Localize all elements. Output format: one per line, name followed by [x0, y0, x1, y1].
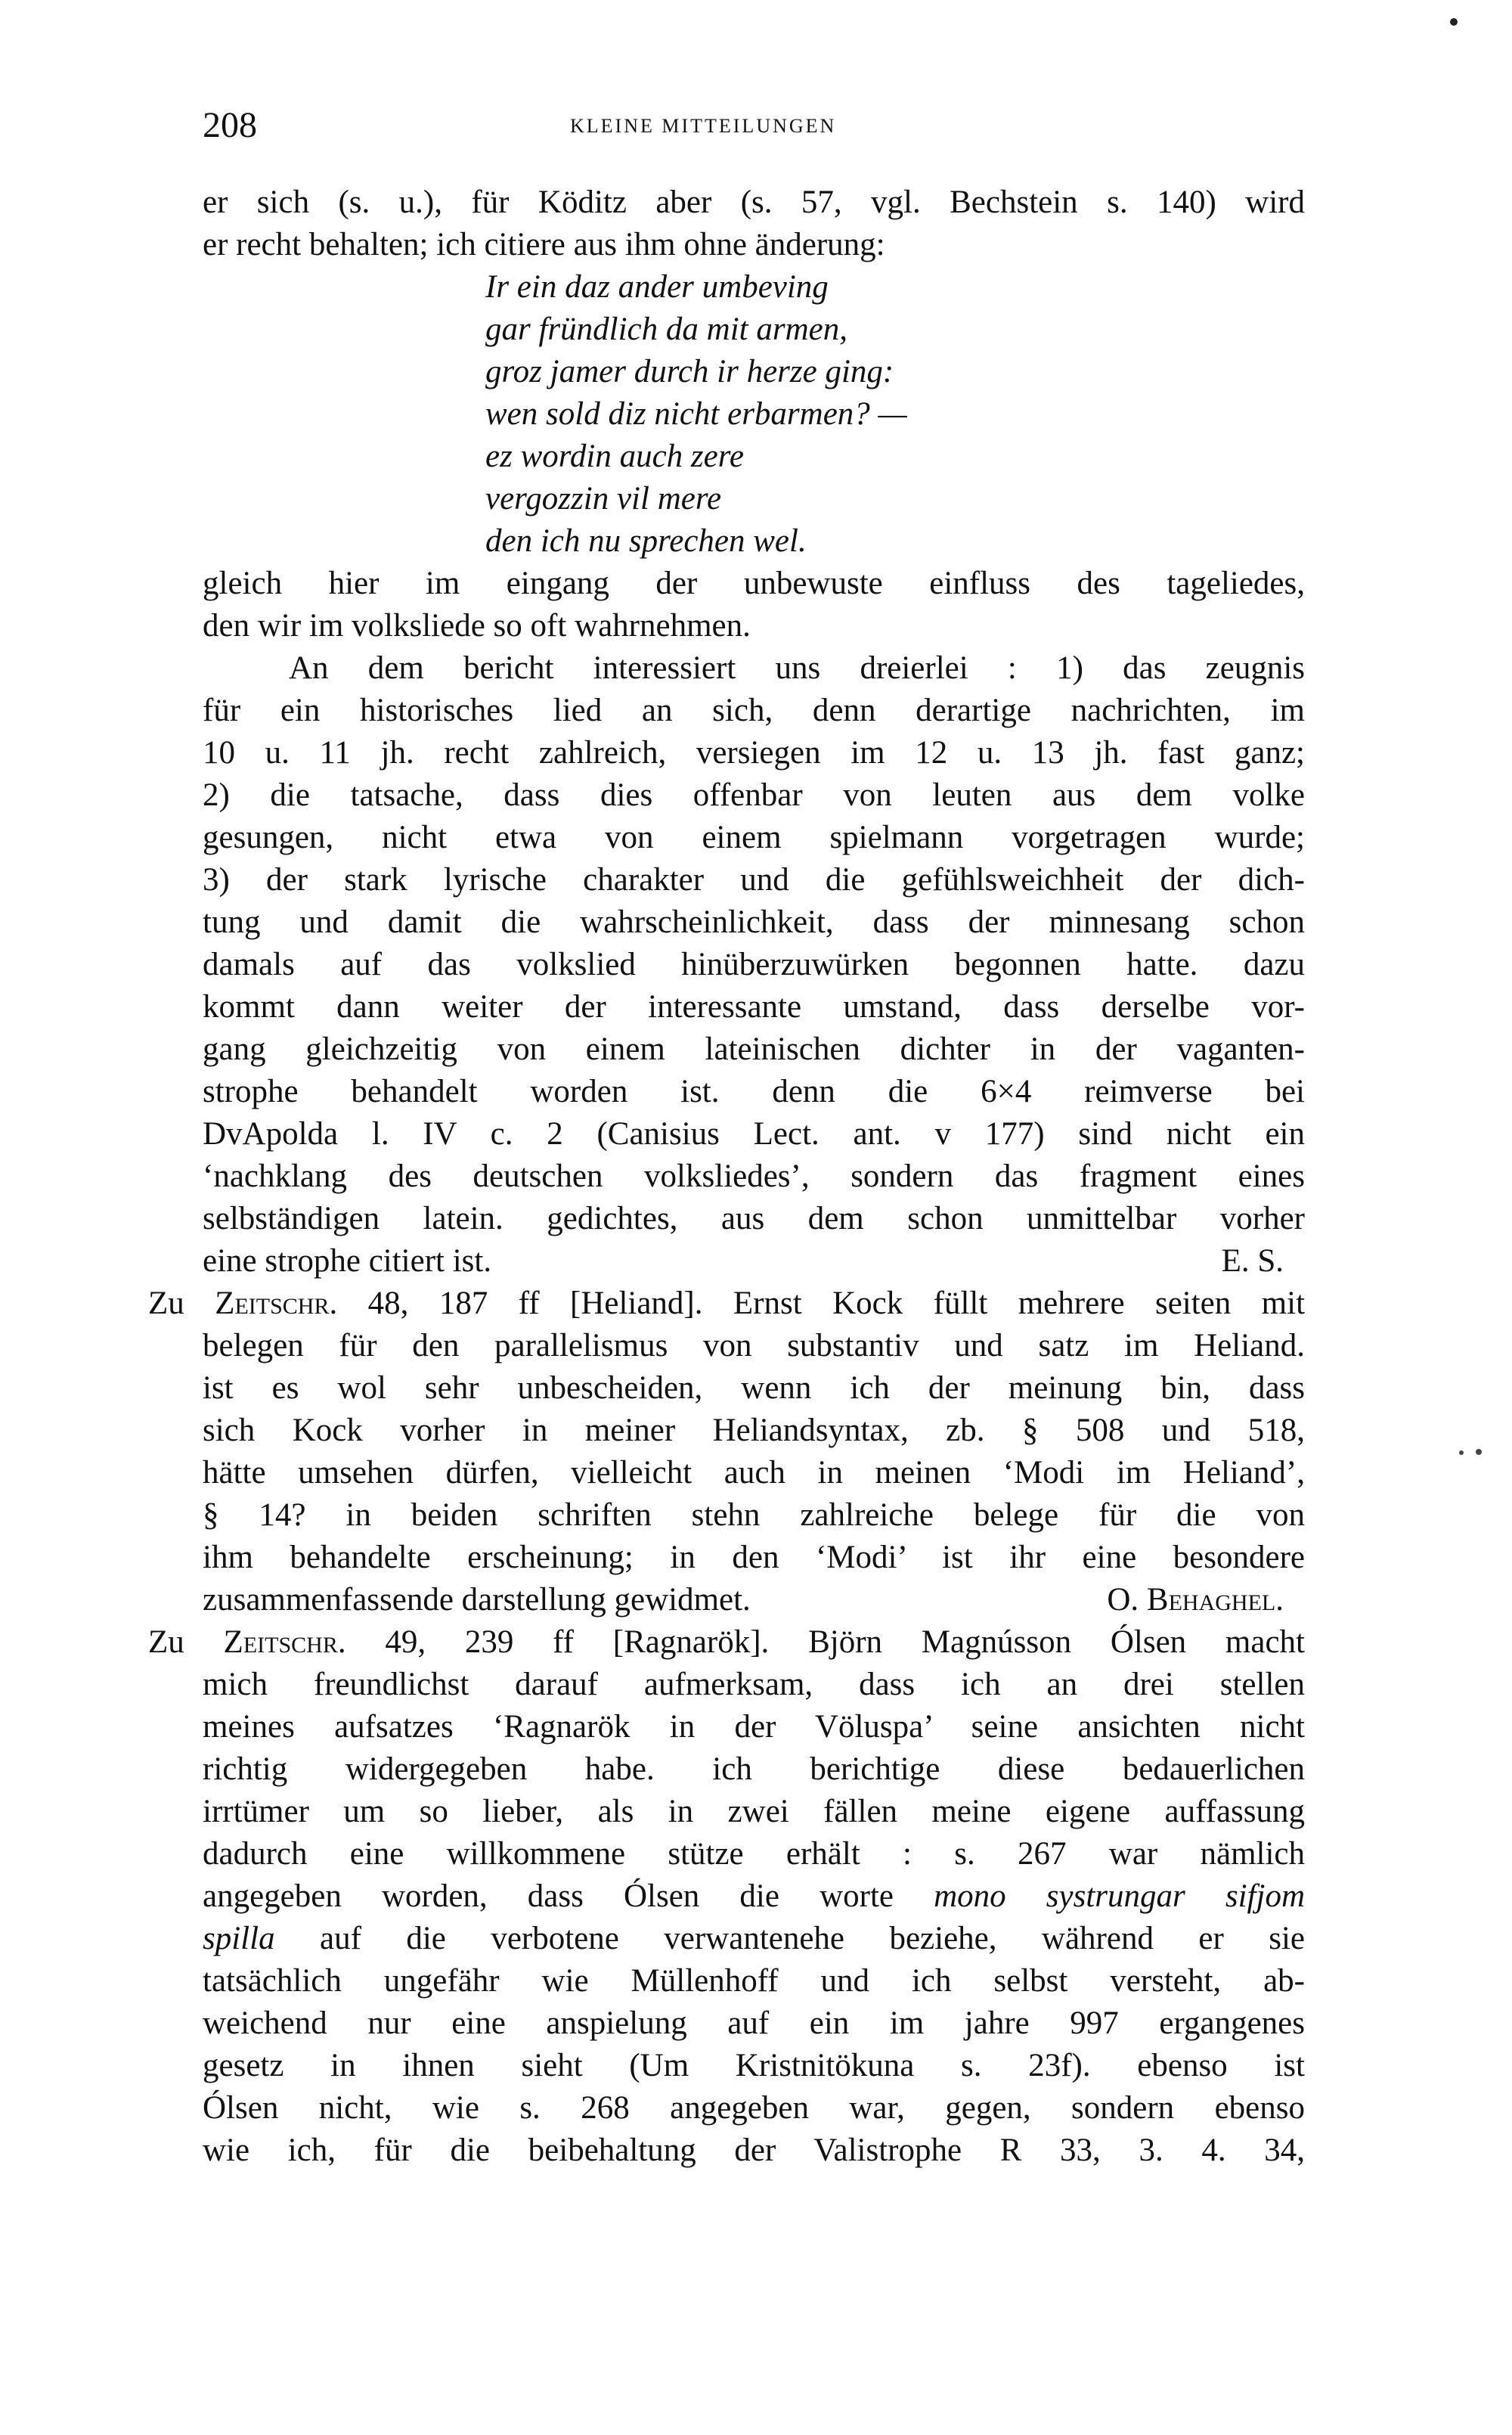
text-line: ist es wol sehr unbescheiden, wenn ich der meinung bin, dass	[203, 1370, 1305, 1406]
text-line	[203, 1918, 1305, 1960]
text-line: kommt dann weiter der interessante umstand, dass derselbe vor-	[203, 989, 1305, 1025]
verse-line: vergozzin vil mere	[485, 481, 722, 516]
text-line: gesetz in ihnen sieht (Um Kristnitökuna s. 23f). ebenso ist	[203, 2048, 1305, 2083]
text-line: strophe behandelt worden ist. denn die 6×4 reimverse bei	[203, 1074, 1305, 1109]
section-prefix: Zu	[148, 1286, 184, 1321]
text-line: den wir im volksliede so oft wahrnehmen.	[203, 608, 751, 644]
journal-abbrev: Zeitschr.	[215, 1286, 338, 1321]
text-line: richtig widergegeben habe. ich berichtige diese bedauerlichen	[203, 1751, 1305, 1787]
ink-speck	[1450, 18, 1458, 26]
text-line: ‘nachklang des deutschen volksliedes’, sondern das fragment eines	[203, 1159, 1305, 1194]
text-line: wie ich, für die beibehaltung der Valistrophe R 33, 3. 4. 34,	[203, 2133, 1305, 2168]
text-line: sich Kock vorher in meiner Heliandsyntax, zb. § 508 und 518,	[203, 1413, 1305, 1448]
text-line	[148, 1621, 1305, 1664]
text-line: weichend nur eine anspielung auf ein im jahre 997 ergangenes	[203, 2005, 1305, 2041]
text-line: selbständigen latein. gedichtes, aus dem schon unmittelbar vorher	[203, 1201, 1305, 1236]
page-body	[148, 181, 1305, 2172]
text-line: dadurch eine willkommene stütze erhält : s. 267 war nämlich	[203, 1836, 1305, 1872]
verse-line: gar fründlich da mit armen,	[485, 312, 847, 347]
text-line: § 14? in beiden schriften stehn zahlreiche belege für die von	[203, 1497, 1305, 1533]
text-line: ihm behandelte erscheinung; in den ‘Modi’ ist ihr eine besondere	[203, 1540, 1305, 1575]
text-fragment: eine strophe citiert ist.	[203, 1243, 492, 1279]
author-signature: E. S.	[1221, 1243, 1284, 1279]
verse-line: ez wordin auch zere	[485, 439, 744, 474]
verse-line: groz jamer durch ir herze ging:	[485, 354, 894, 389]
author-signature: O. Behaghel.	[1107, 1582, 1284, 1618]
text-line: 3) der stark lyrische charakter und die gefühlsweichheit der dich-	[203, 862, 1305, 898]
text-line: DvApolda l. IV c. 2 (Canisius Lect. ant. v 177) sind nicht ein	[203, 1116, 1305, 1152]
ink-speck	[1459, 1450, 1464, 1455]
text-line: tung und damit die wahrscheinlichkeit, dass der minnesang schon	[203, 904, 1305, 940]
verse-line: Ir ein daz ander umbeving	[485, 269, 829, 305]
page-number: 208	[203, 105, 257, 145]
text-fragment: 49, 239 ff [Ragnarök]. Björn Magnússon Ólsen macht	[385, 1624, 1305, 1660]
journal-abbrev: Zeitschr.	[223, 1624, 346, 1660]
verse-line: den ich nu sprechen wel.	[485, 523, 807, 559]
page-header	[203, 104, 1300, 150]
text-line: irrtümer um so lieber, als in zwei fällen meine eigene auffassung	[203, 1794, 1305, 1829]
running-head: KLEINE MITTEILUNGEN	[570, 115, 837, 137]
text-fragment: zusammenfassende darstellung gewidmet.	[203, 1582, 751, 1618]
text-line: er recht behalten; ich citiere aus ihm ohne änderung:	[203, 227, 885, 262]
text-line: mich freundlichst darauf aufmerksam, dass ich an drei stellen	[203, 1667, 1305, 1702]
text-line	[148, 1283, 1305, 1325]
italic-quote: mono systrungar sifjom	[934, 1878, 1306, 1914]
text-fragment: auf die verbotene verwantenehe beziehe, während er sie	[320, 1921, 1305, 1956]
text-line	[203, 1579, 1305, 1621]
text-line: gleich hier im eingang der unbewuste einfluss des tageliedes,	[203, 566, 1305, 601]
text-line: er sich (s. u.), für Köditz aber (s. 57, vgl. Bechstein s. 140) wird	[203, 185, 1305, 220]
text-line: meines aufsatzes ‘Ragnarök in der Völuspa’ seine ansichten nicht	[203, 1709, 1305, 1745]
section-prefix: Zu	[148, 1624, 184, 1660]
text-line: für ein historisches lied an sich, denn derartige nachrichten, im	[203, 693, 1305, 728]
text-line	[203, 1875, 1305, 1918]
verse-line: wen sold diz nicht erbarmen? —	[485, 396, 907, 432]
text-line: 2) die tatsache, dass dies offenbar von leuten aus dem volke	[203, 777, 1305, 813]
text-line: An dem bericht interessiert uns dreierlei : 1) das zeugnis	[289, 650, 1305, 686]
italic-quote: spilla	[203, 1921, 275, 1956]
text-line: gesungen, nicht etwa von einem spielmann vorgetragen wurde;	[203, 820, 1305, 855]
text-line	[203, 1240, 1305, 1283]
text-line: Ólsen nicht, wie s. 268 angegeben war, gegen, sondern ebenso	[203, 2090, 1305, 2126]
text-line: damals auf das volkslied hinüberzuwürken begonnen hatte. dazu	[203, 947, 1305, 982]
text-line: 10 u. 11 jh. recht zahlreich, versiegen im 12 u. 13 jh. fast ganz;	[203, 735, 1305, 771]
text-line: hätte umsehen dürfen, vielleicht auch in meinen ‘Modi im Heliand’,	[203, 1455, 1305, 1490]
text-line: gang gleichzeitig von einem lateinischen dichter in der vaganten-	[203, 1031, 1305, 1067]
ink-speck	[1476, 1449, 1482, 1455]
text-fragment: 48, 187 ff [Heliand]. Ernst Kock füllt mehrere seiten mit	[367, 1286, 1306, 1321]
text-line: tatsächlich ungefähr wie Müllenhoff und ich selbst versteht, ab-	[203, 1963, 1305, 1999]
text-fragment: angegeben worden, dass Ólsen die worte	[203, 1878, 894, 1914]
text-line: belegen für den parallelismus von substantiv und satz im Heliand.	[203, 1328, 1305, 1363]
